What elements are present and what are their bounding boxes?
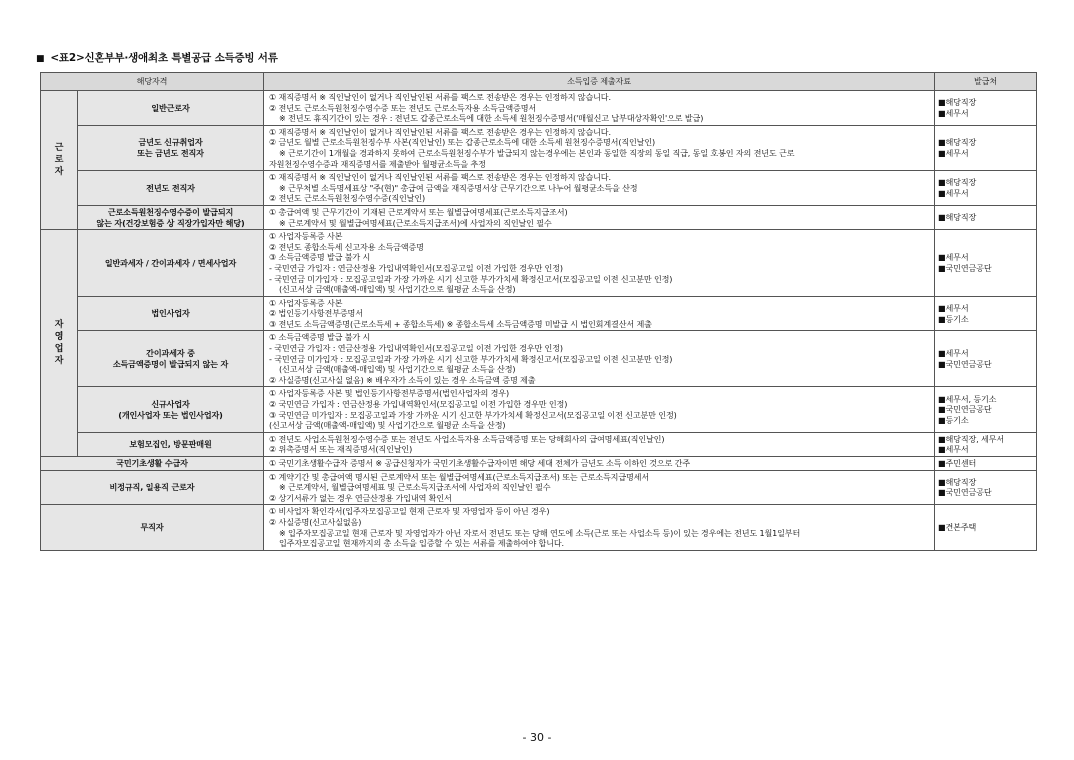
table-row (41, 432, 1037, 456)
documents-cell (264, 432, 935, 456)
header-issuer: 발급처 (935, 73, 1037, 91)
issuer-line: ■세무서 (938, 348, 969, 359)
issuer-line: ■주민센터 (938, 458, 977, 468)
document-line: ① 비사업자 확인각서(입주자모집공고일 현재 근로자 및 자영업자 등이 아닌 경우) (269, 506, 550, 517)
document-line: ※ 근로계약서 및 월별급여명세표(근로소득지급조서)에 사업자의 직인날인 필수 (279, 217, 552, 228)
document-line: ② 국민연금 가입자 : 연금산정용 가입내역확인서(모집공고일 이전 가입한 경우만 인정) (269, 399, 568, 410)
document-line: ① 재직증명서 ※ 직인날인이 없거나 직인날인된 서류를 팩스로 전송받은 경우는 인정하지 않습니다. (269, 172, 611, 183)
document-line: - 국민연금 미가입자 : 모집공고일과 가장 가까운 시기 신고한 부가가치세 확정신고서(모집공고일 이전 신고분만 인정) (269, 353, 673, 364)
issuer-cell (935, 457, 1037, 471)
group-label-cell (41, 91, 78, 230)
qualification-line: (개인사업자 또는 법인사업자) (118, 409, 223, 420)
table-row (41, 125, 1037, 170)
document-line: ② 사실증명(신고사실없음) (269, 516, 362, 527)
document-line: ① 계약기간 및 총급여액 명시된 근로계약서 또는 월별급여명세표(근로소득지급조서) 또는 근로소득지급명세서 (269, 471, 650, 482)
table-header-row (41, 73, 1037, 91)
qualification-line: 비정규직, 일용직 근로자 (109, 482, 195, 493)
table-row (41, 505, 1037, 550)
issuer-line: ■세무서, 등기소 (938, 393, 997, 404)
document-line: ① 국민기초생활수급자 증명서 ※ 공급신청자가 국민기초생활수급자이면 해당 세대 전체가 금년도 소득 이하인 것으로 간주 (269, 458, 690, 468)
qualification-cell (78, 91, 264, 126)
group-label-cell (41, 230, 78, 457)
qualification-line: 보험모집인, 방문판매원 (129, 439, 212, 450)
table-row (41, 296, 1037, 331)
documents-cell (264, 470, 935, 505)
group-label-char: 자 (54, 167, 64, 178)
documents-cell (264, 331, 935, 387)
document-line: ① 사업자등록증 사본 (269, 231, 343, 242)
document-line: ③ 국민연금 미가입자 : 모집공고일과 가장 가까운 시기 신고한 부가가치세 확정신고서(모집공고일 이전 신고분만 인정) (269, 409, 677, 420)
issuer-line: ■해당직장 (938, 177, 977, 188)
qualification-line: 금년도 신규취업자 (138, 137, 203, 148)
issuer-cell (935, 91, 1037, 126)
document-line: ※ 전년도 휴직기간이 있는 경우 : 전년도 갑종근로소득에 대한 소득세 원천징수증명서('매월신고 납부대상자확인'으로 발급) (279, 113, 704, 124)
document-line: 자원천징수영수증과 재직증명서를 제출받아 월평균소득을 추정 (269, 158, 486, 169)
document-line: ② 법인등기사항전부증명서 (269, 308, 363, 319)
document-line: ② 금년도 월별 근로소득원천징수부 사본(직인날인) 또는 갑종근로소득에 대한 소득세 원천징수증명서(직인날인) (269, 137, 656, 148)
qualification-line: 일반과세자 / 간이과세자 / 면세사업자 (104, 257, 237, 268)
document-line: ② 전년도 근로소득원천징수영수증 또는 전년도 근로소득자용 소득금액증명서 (269, 102, 537, 113)
table-row (41, 470, 1037, 505)
table-row (41, 230, 1037, 297)
qualification-cell (78, 125, 264, 170)
qualification-line: 일반근로자 (151, 102, 190, 113)
qualification-cell (41, 470, 264, 505)
table-row (41, 91, 1037, 126)
document-line: ① 사업자등록증 사본 및 법인등기사항전부증명서(법인사업자의 경우) (269, 388, 509, 399)
qualification-cell (78, 205, 264, 229)
document-line: ① 총급여액 및 근무기간이 기재된 근로계약서 또는 월별급여명세표(근로소득지급조서) (269, 206, 568, 217)
table-body (41, 91, 1037, 551)
issuer-line: ■세무서 (938, 147, 969, 158)
document-line: ② 전년도 종합소득세 신고자용 소득금액증명 (269, 241, 424, 252)
group-label-char: 영 (54, 332, 64, 343)
issuer-line: ■해당직장 (938, 97, 977, 108)
qualification-line: 간이과세자 중 (146, 348, 195, 359)
document-line: ※ 근로계약서, 월별급여명세표 및 근로소득지급조서에 사업자의 직인날인 필수 (279, 482, 551, 493)
documents-cell (264, 296, 935, 331)
document-line: ※ 근무처별 소득명세표상 "주(현)" 총급여 금액을 재직증명서상 근무기간으로 나누어 월평균소득을 산정 (279, 182, 638, 193)
qualification-line: 근로소득원천징수영수증이 발급되지 (107, 206, 234, 217)
document-line: - 국민연금 가입자 : 연금산정용 가입내역확인서(모집공고일 이전 가입한 경우만 인정) (269, 262, 563, 273)
table-row (41, 331, 1037, 387)
qualification-cell (78, 387, 264, 432)
document-line: ② 사실증명(신고사실 없음) ※ 배우자가 소득이 있는 경우 소득금액 증명 제출 (269, 374, 536, 385)
issuer-line: ■국민연금공단 (938, 262, 992, 273)
header-qualification: 해당자격 (41, 73, 264, 91)
issuer-cell (935, 505, 1037, 550)
document-line: (신고서상 금액(매출액-매입액) 및 사업기간으로 월평균 소득을 산정) (279, 284, 516, 295)
issuer-cell (935, 296, 1037, 331)
qualification-cell (78, 230, 264, 297)
issuer-line: ■해당직장 (938, 137, 977, 148)
group-label-char: 로 (54, 155, 64, 166)
document-line: ① 사업자등록증 사본 (269, 297, 343, 308)
issuer-line: ■세무서 (938, 188, 969, 199)
qualification-cell (78, 432, 264, 456)
document-line: ② 상기서류가 없는 경우 연금산정용 가입내역 확인서 (269, 492, 452, 503)
qualification-line: 무직자 (140, 522, 164, 533)
issuer-cell (935, 387, 1037, 432)
issuer-line: ■세무서 (938, 444, 969, 455)
document-line: ① 재직증명서 ※ 직인날인이 없거나 직인날인된 서류를 팩스로 전송받은 경우는 인정하지 않습니다. (269, 92, 611, 102)
table-row (41, 387, 1037, 432)
issuer-line: ■국민연금공단 (938, 404, 992, 415)
issuer-line: ■해당직장 (938, 476, 977, 487)
issuer-line: ■등기소 (938, 414, 969, 425)
document-line: ② 위촉증명서 또는 재직증명서(직인날인) (269, 444, 413, 455)
document-line: ② 전년도 근로소득원천징수영수증(직인날인) (269, 193, 426, 204)
documents-cell (264, 171, 935, 206)
page-title-text: <표2>신혼부부·생애최초 특별공급 소득증빙 서류 (50, 52, 278, 64)
document-line: 입주자모집공고일 현재까지의 총 소득을 입증할 수 있는 서류를 제출하여야 합니다. (279, 538, 564, 549)
group-label-char: 자 (54, 320, 64, 331)
issuer-line: ■세무서 (938, 302, 969, 313)
qualification-line: 신규사업자 (151, 399, 190, 410)
documents-cell (264, 457, 935, 471)
issuer-line: ■국민연금공단 (938, 487, 992, 498)
documents-cell (264, 230, 935, 297)
qualification-line: 않는 자(건강보험증 상 직장가입자만 해당) (96, 217, 245, 228)
table-row (41, 457, 1037, 471)
qualification-line: 또는 금년도 전직자 (137, 147, 204, 158)
issuer-line: ■해당직장 (938, 212, 977, 223)
issuer-line: ■세무서 (938, 252, 969, 263)
qualification-cell (78, 296, 264, 331)
qualification-cell (41, 457, 264, 471)
documents-cell (264, 125, 935, 170)
qualification-cell (78, 171, 264, 206)
qualification-line: 국민기초생활 수급자 (116, 458, 188, 468)
document-line: ③ 소득금액증명 발급 불가 시 (269, 252, 371, 263)
qualification-cell (78, 331, 264, 387)
group-label-char: 근 (54, 143, 64, 154)
issuer-line: ■등기소 (938, 313, 969, 324)
qualification-line: 전년도 전직자 (146, 182, 195, 193)
issuer-cell (935, 230, 1037, 297)
document-line: - 국민연금 가입자 : 연금산정용 가입내역확인서(모집공고일 이전 가입한 경우만 인정) (269, 343, 563, 354)
issuer-cell (935, 432, 1037, 456)
header-documents: 소득입증 제출자료 (264, 73, 935, 91)
qualification-line: 법인사업자 (151, 308, 190, 319)
table-row (41, 205, 1037, 229)
table-row (41, 171, 1037, 206)
document-line: (신고서상 금액(매출액-매입액) 및 사업기간으로 월평균 소득을 산정) (279, 364, 516, 375)
qualification-cell (41, 505, 264, 550)
issuer-cell (935, 205, 1037, 229)
issuer-cell (935, 470, 1037, 505)
document-line: ① 재직증명서 ※ 직인날인이 없거나 직인날인된 서류를 팩스로 전송받은 경우는 인정하지 않습니다. (269, 126, 611, 137)
documents-cell (264, 91, 935, 126)
issuer-line: ■해당직장, 세무서 (938, 433, 1005, 444)
issuer-cell (935, 171, 1037, 206)
issuer-cell (935, 125, 1037, 170)
document-line: ③ 전년도 소득금액증명(근로소득세 + 종합소득세) ※ 종합소득세 소득금액증명 미발급 시 법인회계결산서 제출 (269, 318, 652, 329)
document-line: ※ 근로기간이 1개월을 경과하지 못하여 근로소득원천징수부가 발급되지 않는경우에는 본인과 동일한 직장의 동일 직급, 동일 호봉인 자의 전년도 근로 (279, 147, 795, 158)
issuer-cell (935, 331, 1037, 387)
qualification-line: 소득금액증명이 발급되지 않는 자 (112, 358, 229, 369)
documents-cell (264, 505, 935, 550)
document-line: ※ 입주자모집공고일 현재 근로자 및 자영업자가 아닌 자로서 전년도 또는 당해 연도에 소득(근로 또는 사업소득 등)이 있는 경우에는 전년도 1월1일부터 (279, 527, 801, 538)
issuer-line: ■세무서 (938, 107, 969, 118)
document-line: ① 소득금액증명 발급 불가 시 (269, 332, 371, 343)
issuer-line: ■견본주택 (938, 522, 977, 533)
document-line: (신고서상 금액(매출액-매입액) 및 사업기간으로 월평균 소득을 산정) (269, 420, 506, 431)
group-label-char: 자 (54, 356, 64, 367)
document-line: ① 전년도 사업소득원천징수영수증 또는 전년도 사업소득자용 소득금액증명 또는 당해회사의 급여명세표(직인날인) (269, 433, 665, 444)
document-line: - 국민연금 미가입자 : 모집공고일과 가장 가까운 시기 신고한 부가가치세 확정신고서(모집공고일 이전 신고분만 인정) (269, 273, 673, 284)
documents-cell (264, 387, 935, 432)
page-title (36, 50, 278, 65)
documents-cell (264, 205, 935, 229)
income-proof-table (40, 72, 1037, 551)
title-square-icon: ■ (36, 54, 45, 64)
page-number: - 30 - (522, 731, 552, 744)
issuer-line: ■국민연금공단 (938, 358, 992, 369)
group-label-char: 업 (54, 344, 64, 355)
